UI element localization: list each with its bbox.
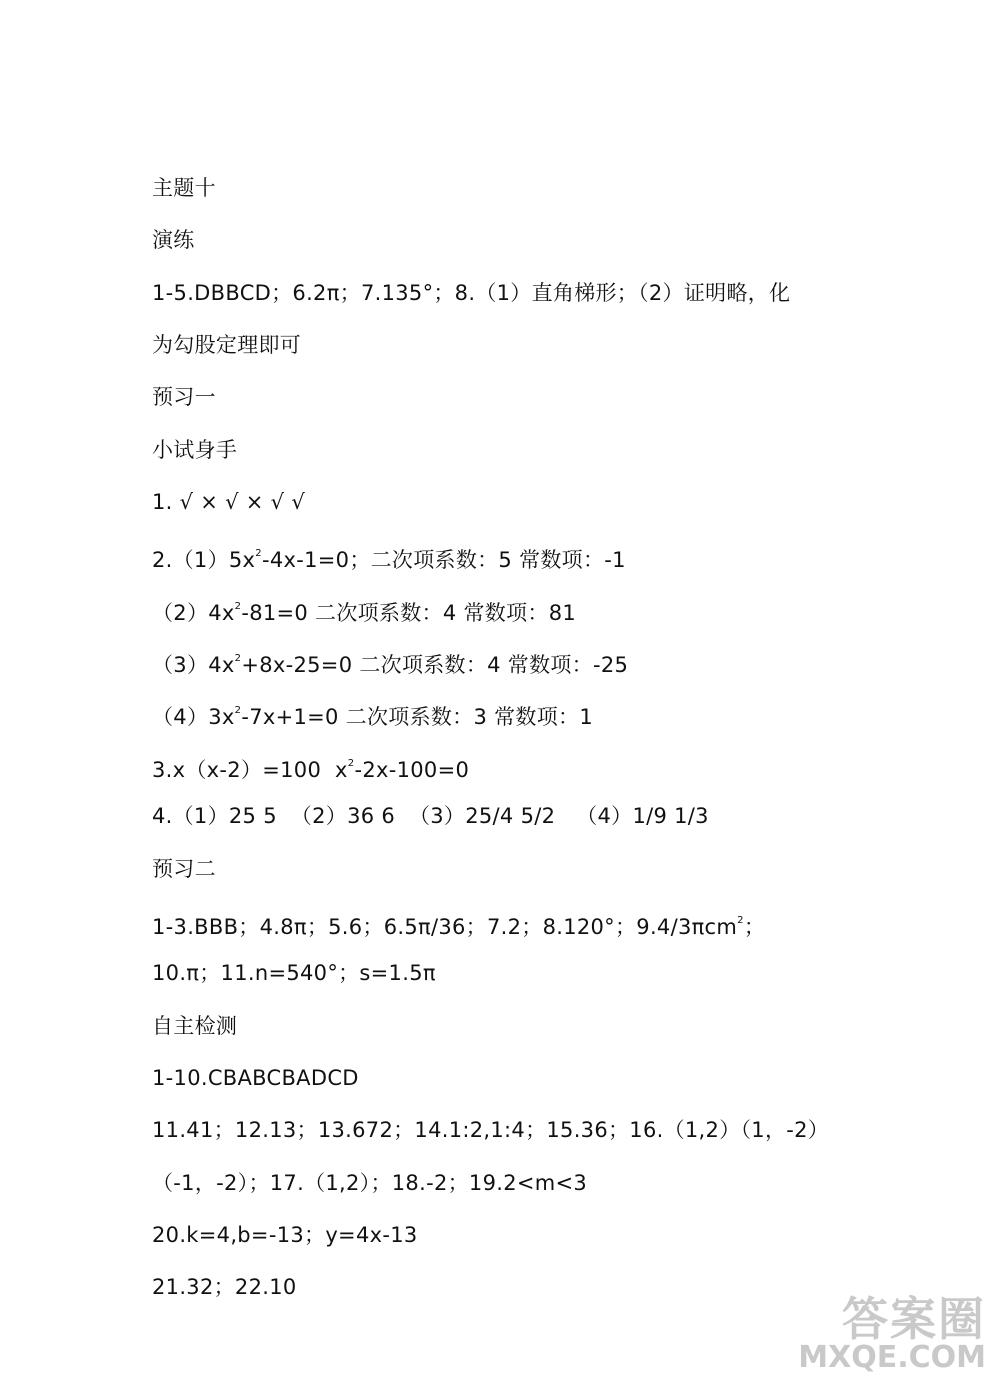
answer-line-q2-4: $(4)3x^2-7x+1=0$ 二次项系数：3 常数项：1 — [152, 705, 593, 729]
section-title-preview-2: 预习二 — [152, 857, 216, 881]
answer-line-10-11: 10.π；11.n=540°；s=1.5π — [152, 961, 436, 985]
subsection-title-practice: 演练 — [152, 228, 195, 252]
watermark-cn-text: 答案圈 — [842, 1292, 986, 1346]
answer-line-16-19: （-1，-2）；17.（1,2）；18.-2；19.2<m<3 — [152, 1171, 588, 1195]
section-title-topic-10: 主题十 — [152, 176, 216, 200]
subsection-title-try: 小试身手 — [152, 438, 238, 462]
answer-line-11-16: 11.41；12.13；13.672；14.1:2,1:4；15.36；16.（1,2）（1，-2） — [152, 1118, 830, 1142]
site-watermark — [782, 1283, 992, 1375]
answer-line-q2-2: $(2)4x^2-81=0$ 二次项系数：4 常数项：81 — [152, 601, 577, 625]
section-title-self-test: 自主检测 — [152, 1014, 238, 1038]
answer-line-1-9: 1-3.BBB；4.8π；5.6；6.5π/36；7.2；8.120°；9.4/3πcm$^2$； — [152, 915, 766, 939]
answer-line-1-8: 1-5.DBBCD；6.2π；7.135°；8.（1）直角梯形；（2）证明略，化 — [152, 281, 791, 305]
answer-line-q3: 3.x（x-2）=100 $x^2-2x-100=0$ — [152, 758, 470, 782]
answer-line-q1: 1. √ × √ × √ √ — [152, 490, 306, 514]
answer-line-q2-1: $2.(1)5x^2-4x-1=0$；二次项系数：5 常数项：-1 — [152, 548, 626, 572]
answer-line-1-10: 1-10.CBABCBADCD — [152, 1066, 359, 1090]
answer-line-q2-3: $(3)4x^2+8x-25=0$ 二次项系数：4 常数项：-25 — [152, 653, 629, 677]
answer-line-21-22: 21.32；22.10 — [152, 1275, 297, 1299]
answer-line-q4: 4.（1）25 5 （2）36 6 （3）25/4 5/2 （4）1/9 1/3 — [152, 804, 709, 828]
answer-line-20: 20.k=4,b=-13；y=4x-13 — [152, 1223, 418, 1247]
section-title-preview-1: 预习一 — [152, 385, 216, 409]
watermark-en-text: MXQE.COM — [798, 1340, 986, 1375]
answer-line-8-continued: 为勾股定理即可 — [152, 333, 302, 357]
